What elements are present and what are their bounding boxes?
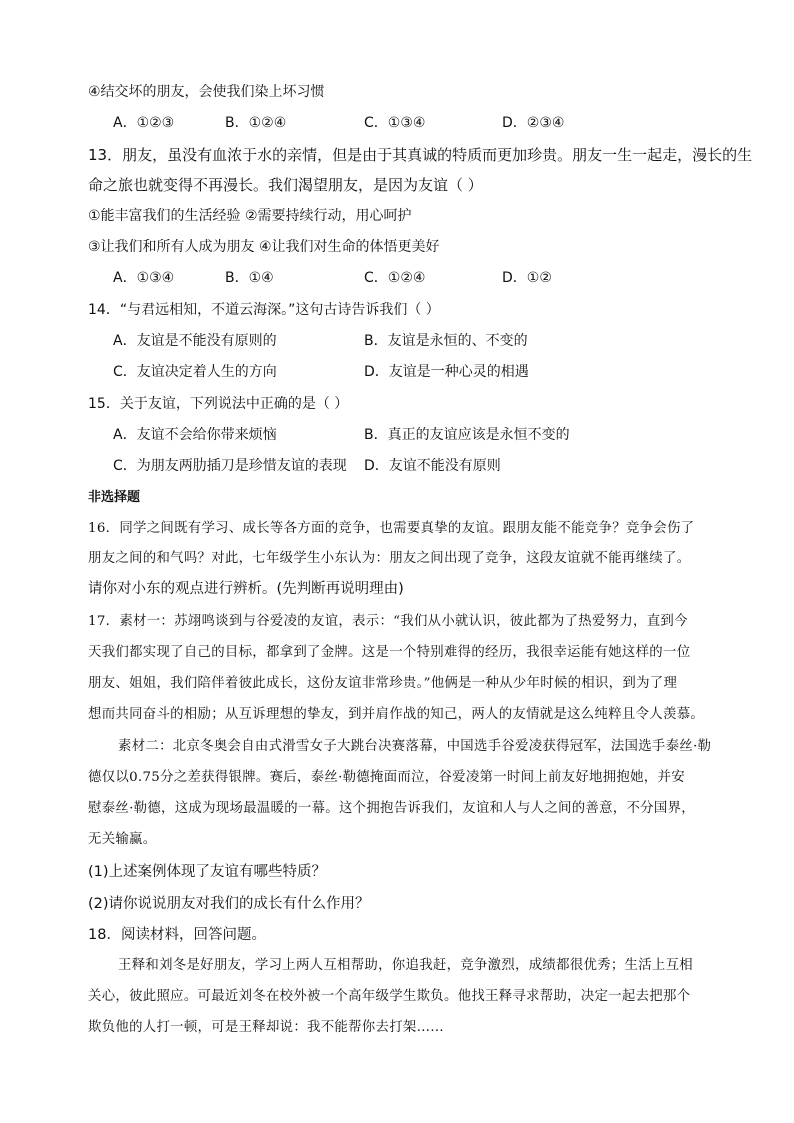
- q13-option-b: B．①④: [225, 270, 274, 286]
- q13-option-c: C．①②④: [364, 270, 426, 286]
- q15-option-b: B．真正的友谊应该是永恒不变的: [364, 427, 570, 443]
- q18-material-line3: 欺负他的人打一顿，可是王释却说：我不能帮你去打架……: [88, 1020, 444, 1035]
- q13-items-3-4: ③让我们和所有人成为朋友 ④让我们对生命的体悟更美好: [88, 239, 440, 255]
- q15-stem: 15．关于友谊，下列说法中正确的是（ ）: [88, 396, 349, 412]
- q17-material2-line2: 德仅以0.75分之差获得银牌。赛后，泰丝·勒德掩面而泣，谷爱凌第一时间上前友好地拥抱她，并安: [88, 770, 685, 785]
- q12-option-c: C．①③④: [364, 115, 426, 131]
- q13-option-d: D．①②: [502, 270, 552, 286]
- q17-material1-line3: 朋友、姐姐，我们陪伴着彼此成长，这份友谊非常珍贵。”他俩是一种从少年时候的相识，到为了理: [88, 676, 678, 691]
- q17-sub-question-2: (2)请你说说朋友对我们的成长有什么作用？: [88, 896, 370, 912]
- q17-material1-line2: 天我们都实现了自己的目标，都拿到了金牌。这是一个特别难得的经历，我很幸运能有她这样的一位: [88, 645, 691, 660]
- q14-option-b: B．友谊是永恒的、不变的: [364, 333, 528, 349]
- q14-stem: 14．“与君远相知，不道云海深。”这句古诗告诉我们（ ）: [88, 302, 440, 318]
- q16-line1: 16．同学之间既有学习、成长等各方面的竞争，也需要真挚的友谊。跟朋友能不能竞争？竞争会伤了: [88, 521, 695, 536]
- q12-option-a: A．①②③: [113, 115, 175, 131]
- q17-material1-line4: 想而共同奋斗的相励；从互诉理想的挚友，到并肩作战的知己，两人的友情就是这么纯粹且令人羡慕。: [88, 707, 705, 722]
- q13-stem-line2: 命之旅也就变得不再漫长。我们渴望朋友，是因为友谊（ ）: [88, 176, 483, 194]
- q15-option-d: D．友谊不能没有原则: [364, 458, 501, 474]
- q14-option-c: C．友谊决定着人生的方向: [113, 364, 277, 380]
- q12-option-d: D．②③④: [502, 115, 565, 131]
- q15-option-a: A．友谊不会给你带来烦恼: [113, 427, 277, 443]
- q17-material1-line1: 17．素材一：苏翊鸣谈到与谷爱凌的友谊，表示：“我们从小就认识，彼此都为了热爱努力，直到今: [88, 614, 688, 629]
- q17-material2-line1: 素材二：北京冬奥会自由式滑雪女子大跳台决赛落幕，中国选手谷爱凌获得冠军，法国选手泰丝·勒: [118, 739, 712, 754]
- q12-option-b: B．①②④: [225, 115, 287, 131]
- q18-stem: 18．阅读材料，回答问题。: [88, 927, 266, 943]
- q13-stem-line1: 13．朋友，虽没有血浓于水的亲情，但是由于其真诚的特质而更加珍贵。朋友一生一起走，漫长的生: [88, 146, 753, 164]
- q14-option-d: D．友谊是一种心灵的相遇: [364, 364, 529, 380]
- q16-line3: 请你对小东的观点进行辨析。(先判断再说明理由): [88, 581, 404, 597]
- q16-line2: 朋友之间的和气吗？对此，七年级学生小东认为：朋友之间出现了竞争，这段友谊就不能再继续了。: [88, 551, 691, 566]
- q17-material2-line3: 慰泰丝·勒德，这成为现场最温暖的一幕。这个拥抱告诉我们，友谊和人与人之间的善意，不分国界，: [88, 801, 695, 816]
- q18-material-line2: 关心，彼此照应。可最近刘冬在校外被一个高年级学生欺负。他找王释寻求帮助，决定一起去把那个: [88, 989, 691, 1004]
- q18-material-line1: 王释和刘冬是好朋友，学习上两人互相帮助，你追我赶，竞争激烈，成绩都很优秀；生活上互相: [118, 958, 694, 973]
- q13-option-a: A．①③④: [113, 270, 175, 286]
- q17-sub-question-1: (1)上述案例体现了友谊有哪些特质？: [88, 864, 327, 880]
- q15-option-c: C．为朋友两肋插刀是珍惜友谊的表现: [113, 458, 347, 474]
- section-title: 非选择题: [88, 490, 141, 505]
- q14-option-a: A．友谊是不能没有原则的: [113, 333, 277, 349]
- q17-material2-line4: 无关输赢。: [88, 832, 157, 847]
- q12-item-4: ④结交坏的朋友，会使我们染上坏习惯: [88, 84, 325, 100]
- q13-items-1-2: ①能丰富我们的生活经验 ②需要持续行动，用心呵护: [88, 208, 412, 224]
